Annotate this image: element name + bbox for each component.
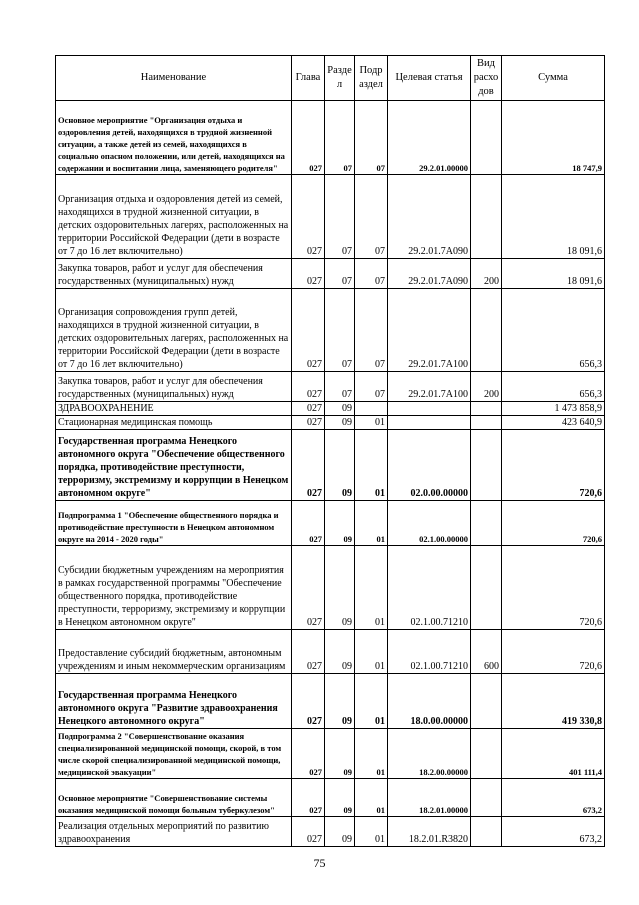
row-expense-type [471,416,502,430]
row-name: Закупка товаров, работ и услуг для обеспечения государственных (муниципальных) нужд [56,372,292,402]
table-row [56,416,605,430]
row-sum: 656,3 [502,289,605,372]
table-row [56,289,605,372]
row-expense-type [471,674,502,729]
row-podrazdel: 01 [355,729,388,779]
row-glava: 027 [292,674,325,729]
row-name: Стационарная медицинская помощь [56,416,292,430]
row-name: Организация сопровождения групп детей, находящихся в трудной жизненной ситуации, в детских оздоровительных лагерях, расположенных на территории Российской Федерации (дети в возрасте от 7 до 16 лет включительно) [56,289,292,372]
row-name: ЗДРАВООХРАНЕНИЕ [56,402,292,416]
row-sum: 18 747,9 [502,101,605,175]
row-glava: 027 [292,402,325,416]
row-sum: 419 330,8 [502,674,605,729]
header-razdel: Разде л [325,56,355,101]
table-row [56,501,605,546]
row-target-article: 29.2.01.7А090 [388,175,471,259]
row-sum: 673,2 [502,779,605,817]
row-target-article: 02.1.00.71210 [388,546,471,630]
row-podrazdel [355,402,388,416]
row-razdel: 09 [325,430,355,501]
row-razdel: 09 [325,546,355,630]
row-sum: 18 091,6 [502,259,605,289]
row-target-article: 29.2.01.7А100 [388,289,471,372]
row-target-article: 29.2.01.7А090 [388,259,471,289]
row-razdel: 09 [325,402,355,416]
row-expense-type [471,779,502,817]
table-row [56,729,605,779]
table-row [56,630,605,674]
table-row [56,101,605,175]
row-glava: 027 [292,630,325,674]
header-target-article: Целевая статья [388,56,471,101]
row-sum: 401 111,4 [502,729,605,779]
row-razdel: 07 [325,101,355,175]
row-sum: 423 640,9 [502,416,605,430]
row-expense-type [471,289,502,372]
table-row [56,259,605,289]
row-target-article: 02.1.00.71210 [388,630,471,674]
row-name: Предоставление субсидий бюджетным, автономным учреждениям и иным некоммерческим организациям [56,630,292,674]
row-sum: 656,3 [502,372,605,402]
row-glava: 027 [292,101,325,175]
row-sum: 720,6 [502,430,605,501]
row-razdel: 09 [325,674,355,729]
row-razdel: 09 [325,817,355,847]
row-glava: 027 [292,416,325,430]
row-target-article: 18.2.01.R3820 [388,817,471,847]
row-glava: 027 [292,259,325,289]
row-expense-type [471,501,502,546]
header-expense-type: Вид расхо дов [471,56,502,101]
row-sum: 720,6 [502,546,605,630]
row-podrazdel: 01 [355,630,388,674]
row-target-article: 18.0.00.00000 [388,674,471,729]
row-sum: 720,6 [502,501,605,546]
table-header-row [56,56,605,101]
table-row [56,372,605,402]
row-podrazdel: 01 [355,546,388,630]
header-podrazdel: Подр аздел [355,56,388,101]
row-target-article: 02.1.00.00000 [388,501,471,546]
row-razdel: 09 [325,416,355,430]
row-podrazdel: 01 [355,817,388,847]
table-row [56,430,605,501]
row-name: Закупка товаров, работ и услуг для обеспечения государственных (муниципальных) нужд [56,259,292,289]
row-expense-type [471,546,502,630]
row-razdel: 09 [325,630,355,674]
row-glava: 027 [292,817,325,847]
row-target-article [388,416,471,430]
header-name: Наименование [56,56,292,101]
row-razdel: 07 [325,259,355,289]
row-glava: 027 [292,430,325,501]
row-sum: 18 091,6 [502,175,605,259]
row-glava: 027 [292,372,325,402]
row-target-article [388,402,471,416]
row-sum: 673,2 [502,817,605,847]
row-podrazdel: 07 [355,289,388,372]
table-row [56,817,605,847]
row-razdel: 07 [325,289,355,372]
row-podrazdel: 01 [355,779,388,817]
table-row [56,175,605,259]
row-expense-type: 600 [471,630,502,674]
row-expense-type: 200 [471,259,502,289]
row-target-article: 02.0.00.00000 [388,430,471,501]
row-podrazdel: 07 [355,372,388,402]
row-name: Подпрограмма 2 "Совершенствование оказания специализированной медицинской помощи, скорой, в том числе скорой специализированной медицинской помощи, медицинской эвакуации" [56,729,292,779]
header-sum: Сумма [502,56,605,101]
row-razdel: 09 [325,729,355,779]
row-expense-type [471,729,502,779]
row-name: Основное мероприятие "Организация отдыха и оздоровления детей, находящихся в трудной жизненной ситуации, а также детей из семей, находящихся в социально опасном положении, или детей, находящихся на содержании и воспитании лица, заменяющего родителя" [56,101,292,175]
row-expense-type: 200 [471,372,502,402]
row-glava: 027 [292,501,325,546]
row-glava: 027 [292,779,325,817]
page-number: 75 [313,856,326,870]
row-podrazdel: 07 [355,101,388,175]
row-name: Государственная программа Ненецкого автономного округа "Обеспечение общественного порядка, противодействие преступности, терроризму, экстремизму и коррупции в Ненецком автономном округе" [56,430,292,501]
row-podrazdel: 01 [355,674,388,729]
budget-table [55,55,605,847]
row-glava: 027 [292,175,325,259]
row-expense-type [471,101,502,175]
row-glava: 027 [292,729,325,779]
row-podrazdel: 07 [355,259,388,289]
row-name: Основное мероприятие "Совершенствование системы оказания медицинской помощи больным туберкулезом" [56,779,292,817]
row-sum: 1 473 858,9 [502,402,605,416]
row-name: Организация отдыха и оздоровления детей из семей, находящихся в трудной жизненной ситуации, в детских оздоровительных лагерях, расположенных на территории Российской Федерации (дети в возрасте от 7 до 16 лет включительно) [56,175,292,259]
row-razdel: 07 [325,372,355,402]
row-target-article: 29.2.01.00000 [388,101,471,175]
row-glava: 027 [292,289,325,372]
row-expense-type [471,402,502,416]
row-name: Подпрограмма 1 "Обеспечение общественного порядка и противодействие преступности в Ненецком автономном округе на 2014 - 2020 годы" [56,501,292,546]
table-row [56,674,605,729]
row-razdel: 09 [325,779,355,817]
row-razdel: 07 [325,175,355,259]
row-name: Государственная программа Ненецкого автономного округа "Развитие здравоохранения Ненецкого автономного округа" [56,674,292,729]
row-target-article: 18.2.00.00000 [388,729,471,779]
row-podrazdel: 07 [355,175,388,259]
header-glava: Глава [292,56,325,101]
row-expense-type [471,175,502,259]
row-podrazdel: 01 [355,416,388,430]
row-name: Реализация отдельных мероприятий по развитию здравоохранения [56,817,292,847]
table-row [56,546,605,630]
row-expense-type [471,430,502,501]
row-sum: 720,6 [502,630,605,674]
row-razdel: 09 [325,501,355,546]
row-target-article: 29.2.01.7А100 [388,372,471,402]
row-glava: 027 [292,546,325,630]
row-podrazdel: 01 [355,501,388,546]
table-row [56,402,605,416]
row-name: Субсидии бюджетным учреждениям на мероприятия в рамках государственной программы "Обеспечение общественного порядка, противодействие преступности, терроризму, экстремизму и коррупции в Ненецком автономном округе" [56,546,292,630]
table-row [56,779,605,817]
row-podrazdel: 01 [355,430,388,501]
row-expense-type [471,817,502,847]
row-target-article: 18.2.01.00000 [388,779,471,817]
